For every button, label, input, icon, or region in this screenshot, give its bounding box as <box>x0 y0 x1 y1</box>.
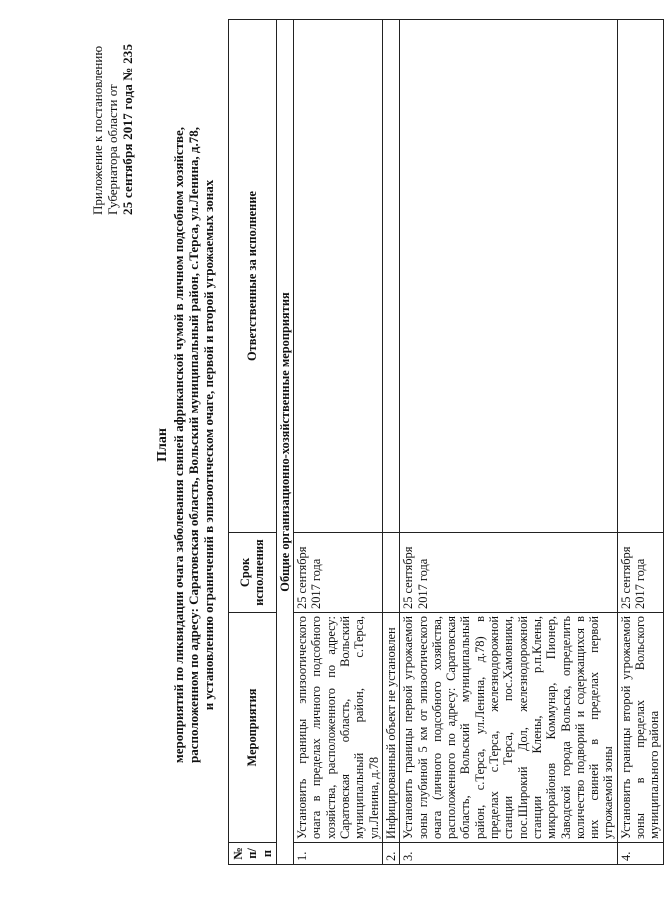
header-term: Срок исполнения <box>229 533 277 613</box>
table-row <box>294 20 383 865</box>
header-no: № п/п <box>229 843 277 865</box>
appendix-line-1: Приложение к постановлению <box>90 45 105 215</box>
row-responsible <box>617 20 663 533</box>
appendix-line-2: Губернатора области от <box>105 84 120 215</box>
row-term <box>382 533 399 613</box>
header-action: Мероприятия <box>229 613 277 843</box>
row-action: Установить границы эпизоотического очага в пределах личного подсобного хозяйства, расположенного по адресу: Саратовская область, Вольский муниципальный район, с.Терса, ул.Ленина, д.78 <box>294 613 383 843</box>
section-row <box>276 20 293 865</box>
row-action: Установить границы первой угрожаемой зоны глубиной 5 км от эпизоотического очага (личного подсобного хозяйства, расположенного по адресу: Саратовская область, Вольский муниципальный район, с.Терса, ул.Ленина, д.78) в пределах с.Терса, железнодорожной станции Терса, пос.Хамовники, пос.Широкий Дол, железнодорожной станции Клены, р.п.Клены, микрорайонов Коммунар, Пионер, Заводской города Вольска, определить количество подворий и содержащихся в них свиней в пределах первой угрожаемой зоны <box>400 613 617 843</box>
title-heading: План <box>155 428 170 462</box>
title-line-1: мероприятий по ликвидации очага заболевания свиней африканской чумой в личном подсобном хозяйстве, <box>171 126 186 764</box>
appendix-block <box>90 5 135 215</box>
row-term: 25 сентября 2017 года <box>617 533 663 613</box>
title-line-3: и установлению ограничений в эпизоотическом очаге, первой и второй угрожаемых зонах <box>201 179 216 711</box>
table-row <box>617 20 663 865</box>
row-term: 25 сентября 2017 года <box>294 533 383 613</box>
row-responsible <box>400 20 617 533</box>
row-number: 2. <box>382 843 399 865</box>
table-row <box>400 20 617 865</box>
table-header-row <box>229 20 277 865</box>
row-responsible <box>294 20 383 533</box>
row-responsible <box>382 20 399 533</box>
title-line-2: расположенном по адресу: Саратовская область, Вольский муниципальный район, с.Терса, ул.Ленина, д.78, <box>186 127 201 763</box>
row-number: 3. <box>400 843 617 865</box>
table-row <box>382 20 399 865</box>
plan-table <box>228 19 664 865</box>
row-action: Инфицированный объект не установлен <box>382 613 399 843</box>
document-title <box>155 25 216 865</box>
header-responsible: Ответственные за исполнение <box>229 20 277 533</box>
row-term: 25 сентября 2017 года <box>400 533 617 613</box>
row-action: Установить границы второй угрожаемой зоны в пределах Вольского муниципального района <box>617 613 663 843</box>
row-number: 1. <box>294 843 383 865</box>
appendix-date-line: 25 сентября 2017 года № 235 <box>120 43 135 215</box>
section-title: Общие организационно-хозяйственные мероприятия <box>276 20 293 865</box>
row-number: 4. <box>617 843 663 865</box>
